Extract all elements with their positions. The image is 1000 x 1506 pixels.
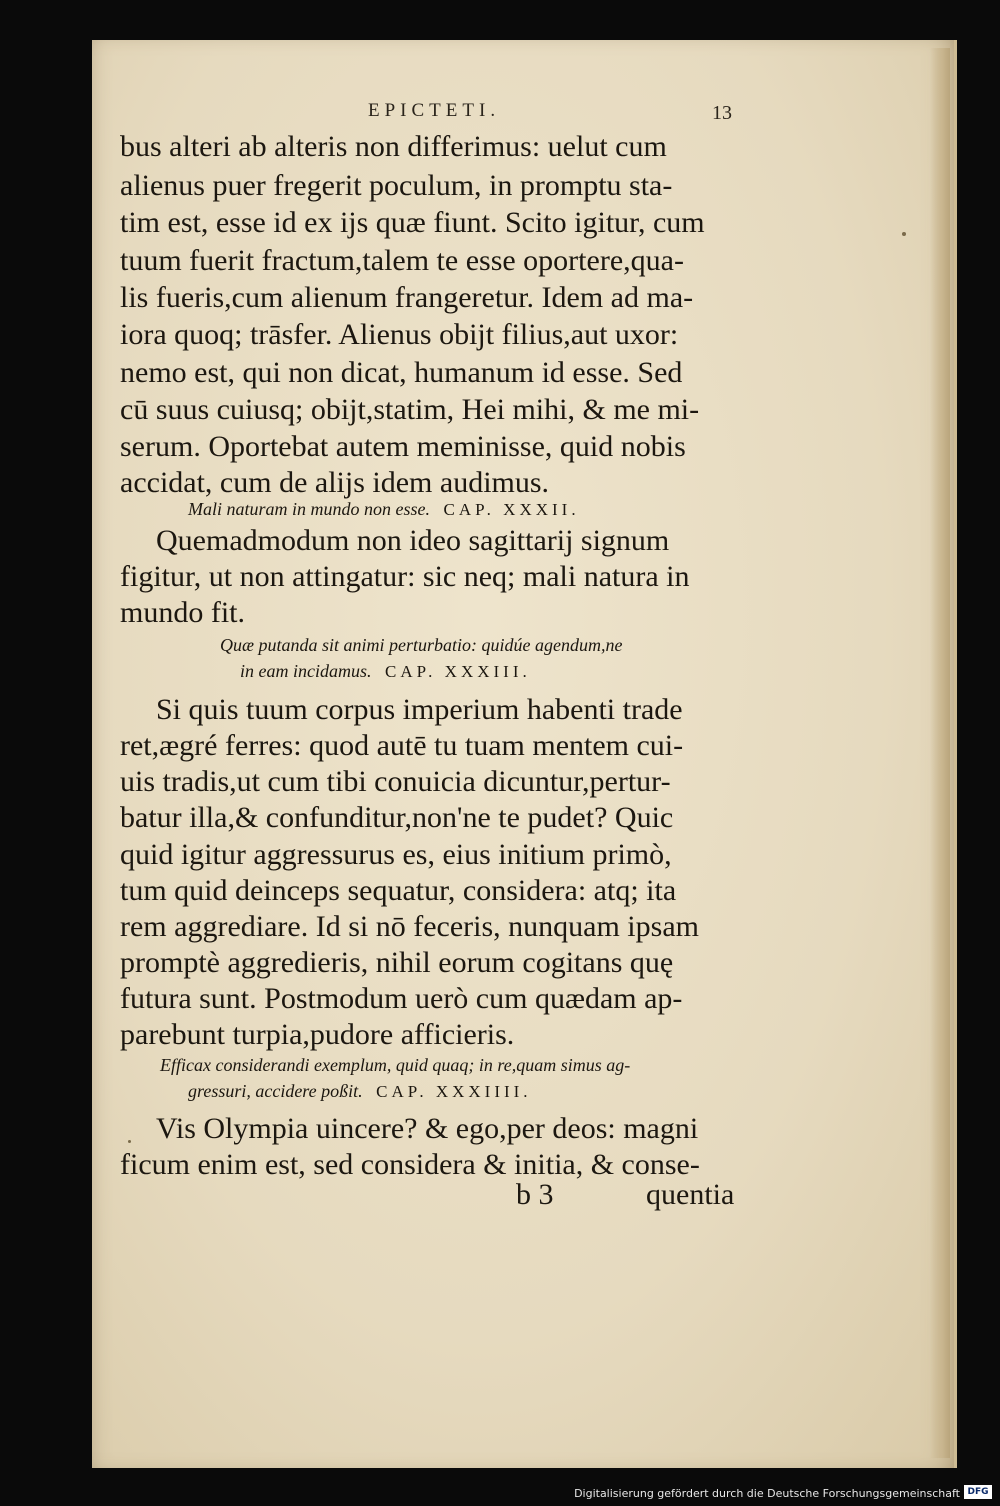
digitization-credit: Digitalisierung gefördert durch die Deutsche Forschungsgemeinschaft bbox=[574, 1487, 960, 1500]
body-line: lis fueris,cum alienum frangeretur. Idem ad ma- bbox=[120, 281, 694, 314]
body-line: futura sunt. Postmodum uerò cum quædam ap- bbox=[120, 982, 683, 1015]
body-line: uis tradis,ut cum tibi conuicia dicuntur,pertur- bbox=[120, 765, 671, 798]
body-line: figitur, ut non attingatur: sic neq; mali natura in bbox=[120, 560, 690, 593]
body-line: nemo est, qui non dicat, humanum id esse. Sed bbox=[120, 356, 683, 389]
page-number: 13 bbox=[712, 102, 732, 124]
paper-speck bbox=[128, 1140, 131, 1143]
chapter-title: gressuri, accidere poßit. bbox=[188, 1081, 363, 1101]
chapter-number: CAP. XXXIII. bbox=[384, 662, 531, 681]
body-line: iora quoq; trāsfer. Alienus obijt filius,aut uxor: bbox=[120, 318, 679, 351]
chapter-title: in eam incidamus. bbox=[240, 661, 372, 681]
body-line: Si quis tuum corpus imperium habenti trade bbox=[156, 693, 683, 726]
paper-speck bbox=[902, 232, 906, 236]
dfg-logo: DFG bbox=[964, 1485, 992, 1499]
chapter-number: CAP. XXXII. bbox=[443, 500, 580, 519]
page-edge bbox=[930, 48, 950, 1458]
chapter-heading bbox=[240, 660, 531, 683]
body-line: bus alteri ab alteris non differimus: uelut cum bbox=[120, 130, 667, 163]
body-line: quid igitur aggressurus es, eius initium primò, bbox=[120, 838, 672, 871]
signature-mark: b 3 bbox=[516, 1178, 554, 1211]
chapter-heading-line: Efficax considerandi exemplum, quid quaq; in re,quam simus ag- bbox=[160, 1055, 631, 1075]
chapter-number: CAP. XXXIIII. bbox=[376, 1082, 532, 1101]
catchword: quentia bbox=[646, 1178, 735, 1211]
chapter-heading-line: Quæ putanda sit animi perturbatio: quidúe agendum,ne bbox=[220, 635, 623, 655]
body-line: cū suus cuiusq; obijt,statim, Hei mihi, & me mi- bbox=[120, 393, 700, 426]
body-line: rem aggrediare. Id si nō feceris, nunquam ipsam bbox=[120, 910, 699, 943]
body-line: mundo fit. bbox=[120, 596, 245, 629]
body-line: Vis Olympia uincere? & ego,per deos: magni bbox=[156, 1112, 699, 1145]
chapter-title: Mali naturam in mundo non esse. bbox=[188, 499, 430, 519]
body-line: Quemadmodum non ideo sagittarij signum bbox=[156, 524, 670, 557]
chapter-heading bbox=[188, 1080, 532, 1103]
body-line: tim est, esse id ex ijs quæ fiunt. Scito igitur, cum bbox=[120, 206, 705, 239]
body-line: alienus puer fregerit poculum, in promptu sta- bbox=[120, 169, 673, 202]
body-line: parebunt turpia,pudore afficieris. bbox=[120, 1018, 515, 1051]
body-line: ret,ægré ferres: quod autē tu tuam mentem cui- bbox=[120, 729, 684, 762]
body-line: serum. Oportebat autem meminisse, quid nobis bbox=[120, 430, 686, 463]
body-line: tum quid deinceps sequatur, considera: atq; ita bbox=[120, 874, 677, 907]
running-title: EPICTETI. bbox=[368, 100, 501, 121]
body-line: promptè aggredieris, nihil eorum cogitans quę bbox=[120, 946, 674, 979]
chapter-heading bbox=[188, 498, 580, 521]
body-line: ficum enim est, sed considera & initia, & conse- bbox=[120, 1148, 700, 1181]
body-line: batur illa,& confunditur,non'ne te pudet? Quic bbox=[120, 801, 674, 834]
body-line: accidat, cum de alijs idem audimus. bbox=[120, 466, 550, 499]
body-line: tuum fuerit fractum,talem te esse oportere,qua- bbox=[120, 244, 684, 277]
